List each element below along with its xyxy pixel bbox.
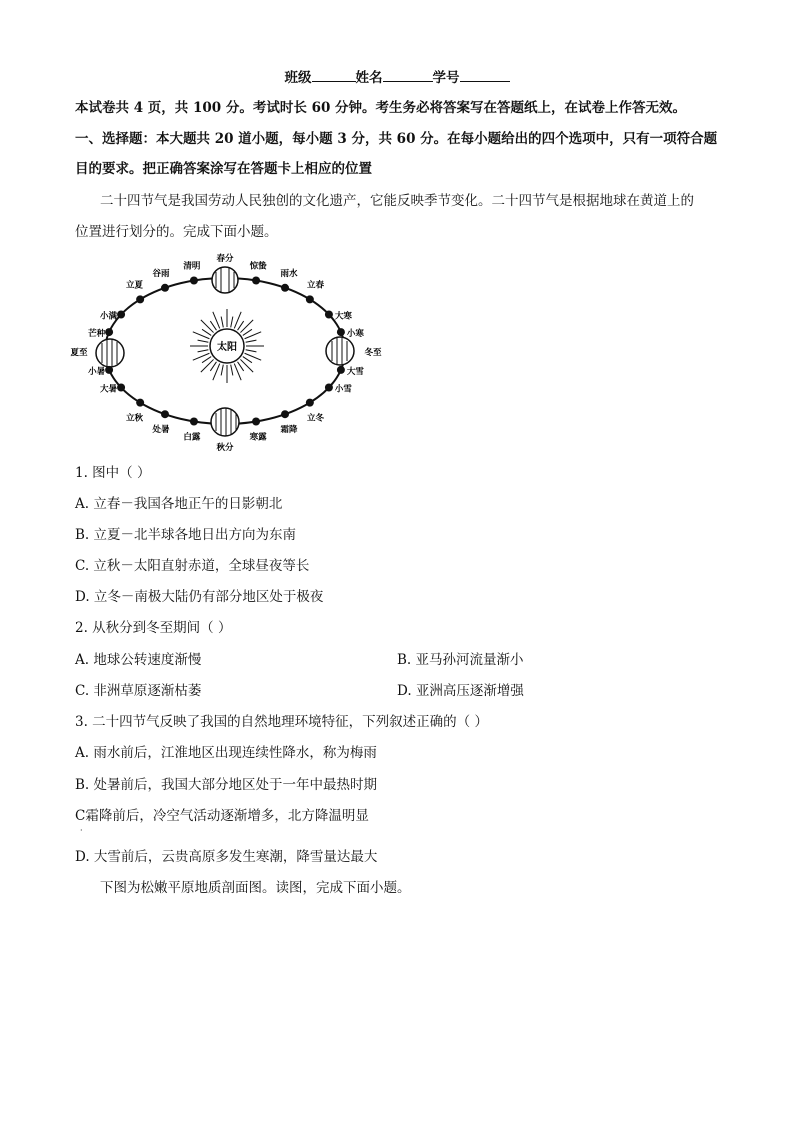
sun-ray bbox=[201, 320, 214, 333]
term-dot bbox=[136, 399, 144, 407]
term-dot bbox=[325, 311, 333, 319]
question-1-stem: 1. 图中（ ） bbox=[75, 465, 151, 481]
term-label: 冬至 bbox=[364, 348, 382, 358]
term-label: 小雪 bbox=[334, 384, 352, 395]
sun-ray bbox=[198, 350, 209, 352]
term-label: 大暑 bbox=[100, 384, 118, 395]
term-dot bbox=[281, 410, 289, 418]
term-dot bbox=[161, 410, 169, 418]
term-label: 立春 bbox=[307, 280, 325, 291]
term-label: 清明 bbox=[183, 261, 201, 272]
earth-spring-equinox bbox=[212, 267, 238, 293]
sun-ray bbox=[246, 340, 257, 342]
term-dot bbox=[190, 418, 198, 426]
exam-notice: 本试卷共 4 页，共 100 分。考试时长 60 分钟。考生务必将答案写在答题纸上，在试卷上作答无效。 bbox=[75, 100, 687, 116]
sun-ray bbox=[202, 329, 211, 335]
term-dot bbox=[117, 384, 125, 392]
sun-ray bbox=[240, 359, 253, 372]
class-label: 班级 bbox=[284, 70, 312, 86]
question-2-stem: 2. 从秋分到冬至期间（ ） bbox=[75, 620, 232, 636]
earth-winter-solstice bbox=[326, 337, 354, 365]
sun-ray bbox=[198, 340, 209, 342]
sun-ray bbox=[243, 329, 252, 335]
question-1-option-b[interactable]: B. 立夏－北半球各地日出方向为东南 bbox=[75, 527, 297, 543]
sun-ray bbox=[202, 357, 211, 363]
term-label: 夏至 bbox=[70, 348, 88, 358]
sun-ray bbox=[221, 317, 223, 328]
term-dot bbox=[281, 284, 289, 292]
question-3-option-a[interactable]: A. 雨水前后，江淮地区出现连续性降水，称为梅雨 bbox=[75, 745, 377, 761]
question-2-option-a[interactable]: A. 地球公转速度渐慢 bbox=[75, 652, 202, 668]
term-label: 小暑 bbox=[88, 366, 106, 377]
sun-ray bbox=[210, 321, 216, 330]
term-dot bbox=[337, 366, 345, 374]
question-3-stem: 3. 二十四节气反映了我国的自然地理环境特征，下列叙述正确的（ ） bbox=[75, 714, 488, 730]
term-label: 立夏 bbox=[125, 280, 143, 291]
term-label: 芒种 bbox=[88, 329, 106, 340]
term-dot bbox=[105, 328, 113, 336]
sun-ray bbox=[246, 350, 257, 352]
sun-ray bbox=[243, 357, 252, 363]
term-label: 秋分 bbox=[216, 443, 234, 453]
section-heading-line1: 一、选择题：本大题共 20 道小题，每小题 3 分，共 60 分。在每小题给出的四个选项中，只有一项符合题 bbox=[75, 131, 718, 147]
sun-label: 太阳 bbox=[217, 342, 237, 353]
question-2-option-b[interactable]: B. 亚马孙河流量渐小 bbox=[397, 652, 524, 668]
question-2-option-d[interactable]: D. 亚洲高压逐渐增强 bbox=[397, 683, 524, 699]
question-1-option-d[interactable]: D. 立冬－南极大陆仍有部分地区处于极夜 bbox=[75, 589, 324, 605]
material1-line2: 位置进行划分的。完成下面小题。 bbox=[75, 224, 278, 240]
question-1-option-c[interactable]: C. 立秋－太阳直射赤道，全球昼夜等长 bbox=[75, 558, 310, 574]
question-3-option-c[interactable]: C霜降前后，冷空气活动逐渐增多，北方降温明显 bbox=[75, 808, 369, 824]
sun-ray bbox=[238, 362, 244, 371]
term-label: 立秋 bbox=[125, 413, 143, 424]
term-label: 处暑 bbox=[152, 425, 170, 436]
question-1-option-a[interactable]: A. 立春－我国各地正午的日影朝北 bbox=[75, 496, 283, 512]
term-dot bbox=[325, 384, 333, 392]
sun-ray bbox=[240, 320, 253, 333]
term-label: 白露 bbox=[183, 432, 201, 443]
question-3-option-d[interactable]: D. 大雪前后，云贵高原多发生寒潮，降雪量达最大 bbox=[75, 849, 378, 865]
term-label: 寒露 bbox=[249, 432, 267, 443]
term-dot bbox=[337, 328, 345, 336]
term-dot bbox=[161, 284, 169, 292]
term-label: 小满 bbox=[100, 311, 118, 322]
class-blank[interactable] bbox=[312, 67, 356, 82]
term-dot bbox=[105, 366, 113, 374]
student-info-header bbox=[0, 66, 794, 86]
term-dot bbox=[136, 295, 144, 303]
term-dot bbox=[306, 399, 314, 407]
term-label: 大寒 bbox=[334, 311, 352, 322]
section-heading-line2: 目的要求。把正确答案涂写在答题卡上相应的位置 bbox=[75, 161, 372, 177]
question-3-option-b[interactable]: B. 处暑前后，我国大部分地区处于一年中最热时期 bbox=[75, 777, 378, 793]
term-label: 立冬 bbox=[307, 413, 325, 424]
question-2-option-c[interactable]: C. 非洲草原逐渐枯萎 bbox=[75, 683, 202, 699]
id-blank[interactable] bbox=[460, 67, 510, 82]
term-dot bbox=[306, 295, 314, 303]
sun-ray bbox=[221, 365, 223, 376]
sun-ray bbox=[201, 359, 214, 372]
sun-ray bbox=[238, 321, 244, 330]
term-label: 霜降 bbox=[280, 425, 298, 436]
term-label: 大雪 bbox=[346, 366, 364, 377]
earth-summer-solstice bbox=[96, 339, 124, 367]
stray-dot: · bbox=[80, 826, 83, 835]
name-label: 姓名 bbox=[355, 70, 383, 86]
sun-ray bbox=[231, 365, 233, 376]
term-dot bbox=[252, 276, 260, 284]
id-label: 学号 bbox=[432, 70, 460, 86]
term-label: 谷雨 bbox=[152, 268, 170, 279]
term-label: 雨水 bbox=[280, 268, 298, 279]
earth-autumn-equinox bbox=[211, 408, 239, 436]
material1-line1: 二十四节气是我国劳动人民独创的文化遗产，它能反映季节变化。二十四节气是根据地球在黄道上的 bbox=[100, 193, 694, 209]
term-dot bbox=[117, 311, 125, 319]
term-label: 春分 bbox=[216, 254, 234, 264]
term-label: 小寒 bbox=[346, 329, 364, 340]
material2-line1: 下图为松嫩平原地质剖面图。读图，完成下面小题。 bbox=[100, 880, 411, 896]
term-dot bbox=[252, 418, 260, 426]
name-blank[interactable] bbox=[383, 67, 433, 82]
sun-ray bbox=[231, 317, 233, 328]
term-label: 惊蛰 bbox=[249, 261, 267, 272]
sun-ray bbox=[210, 362, 216, 371]
term-dot bbox=[190, 276, 198, 284]
solar-terms-orbit-diagram bbox=[70, 250, 382, 455]
